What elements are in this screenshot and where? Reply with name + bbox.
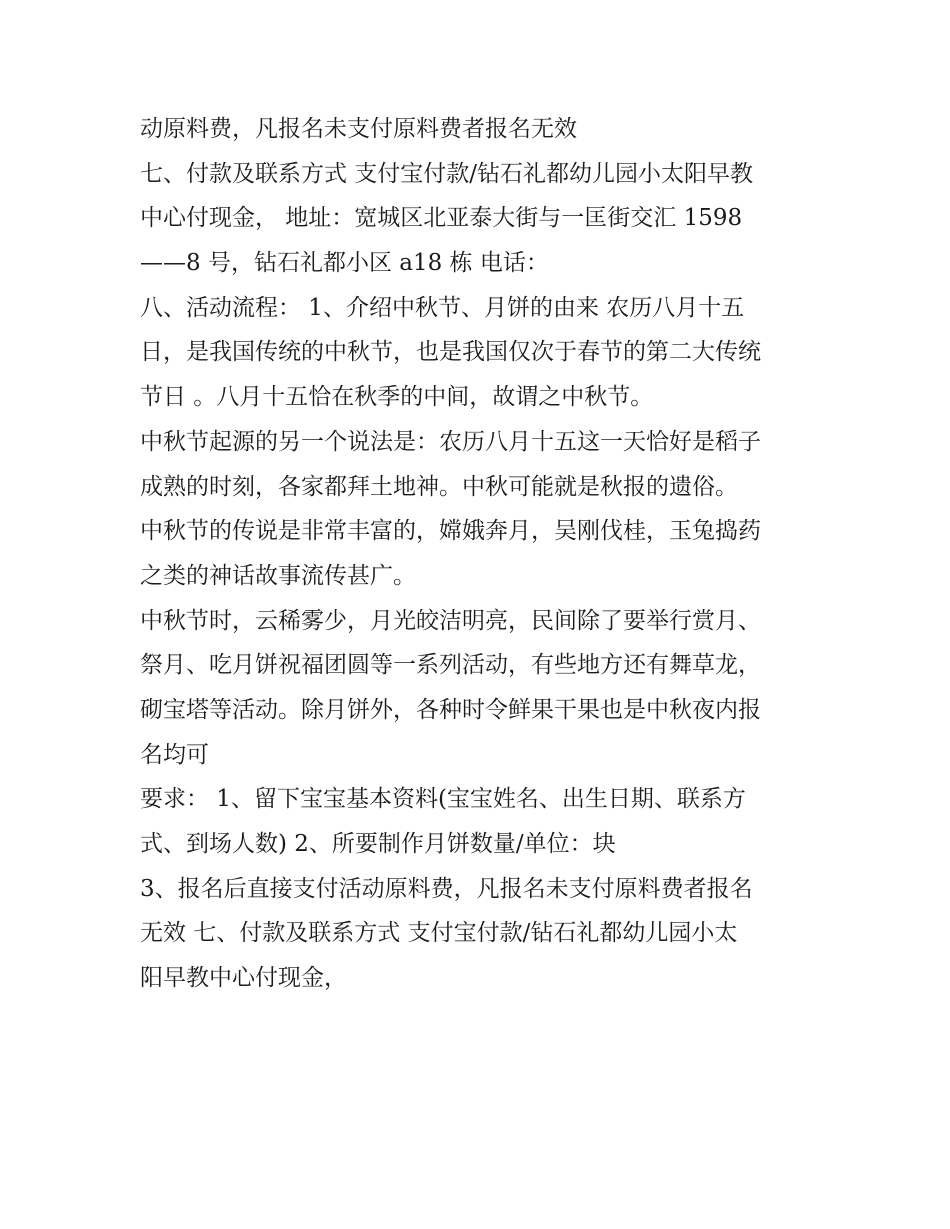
text-line: 日，是我国传统的中秋节，也是我国仅次于春节的第二大传统: [140, 339, 761, 366]
text-line: 七、付款及联系方式 支付宝付款/钻石礼都幼儿园小太阳早教: [140, 160, 754, 187]
text-line: 八、活动流程： 1、介绍中秋节、月饼的由来 农历八月十五: [140, 294, 745, 321]
text-line: 中心付现金， 地址：宽城区北亚泰大街与一匡街交汇 1598: [140, 205, 743, 232]
text-line: 式、到场人数) 2、所要制作月饼数量/单位：块: [140, 831, 616, 857]
text-line: 中秋节时，云稀雾少，月光皎洁明亮，民间除了要举行赏月、: [140, 607, 761, 634]
text-line: 中秋节的传说是非常丰富的，嫦娥奔月，吴刚伐桂，玉兔捣药: [140, 518, 761, 545]
text-line: ——8 号，钻石礼都小区 a18 栋 电话：: [140, 250, 549, 277]
text-line: 祭月、吃月饼祝福团圆等一系列活动，有些地方还有舞草龙，: [140, 652, 761, 679]
text-line: 节日 。八月十五恰在秋季的中间，故谓之中秋节。: [140, 384, 654, 411]
document-body: [140, 107, 840, 1001]
text-line: 成熟的时刻，各家都拜土地神。中秋可能就是秋报的遗俗。: [140, 473, 738, 500]
text-line: 中秋节起源的另一个说法是：农历八月十五这一天恰好是稻子: [140, 428, 761, 455]
text-line: 要求： 1、留下宝宝基本资料(宝宝姓名、出生日期、联系方: [140, 786, 746, 813]
text-line: 3、报名后直接支付活动原料费，凡报名未支付原料费者报名: [140, 875, 753, 902]
text-line: 砌宝塔等活动。除月饼外，各种时令鲜果干果也是中秋夜内报: [140, 696, 761, 723]
text-line: 动原料费，凡报名未支付原料费者报名无效: [140, 116, 577, 142]
text-line: 无效 七、付款及联系方式 支付宝付款/钻石礼都幼儿园小太: [140, 920, 738, 947]
text-line: 阳早教中心付现金，: [140, 965, 347, 992]
text-line: 之类的神话故事流传甚广。: [140, 562, 416, 589]
text-line: 名均可: [140, 741, 209, 768]
